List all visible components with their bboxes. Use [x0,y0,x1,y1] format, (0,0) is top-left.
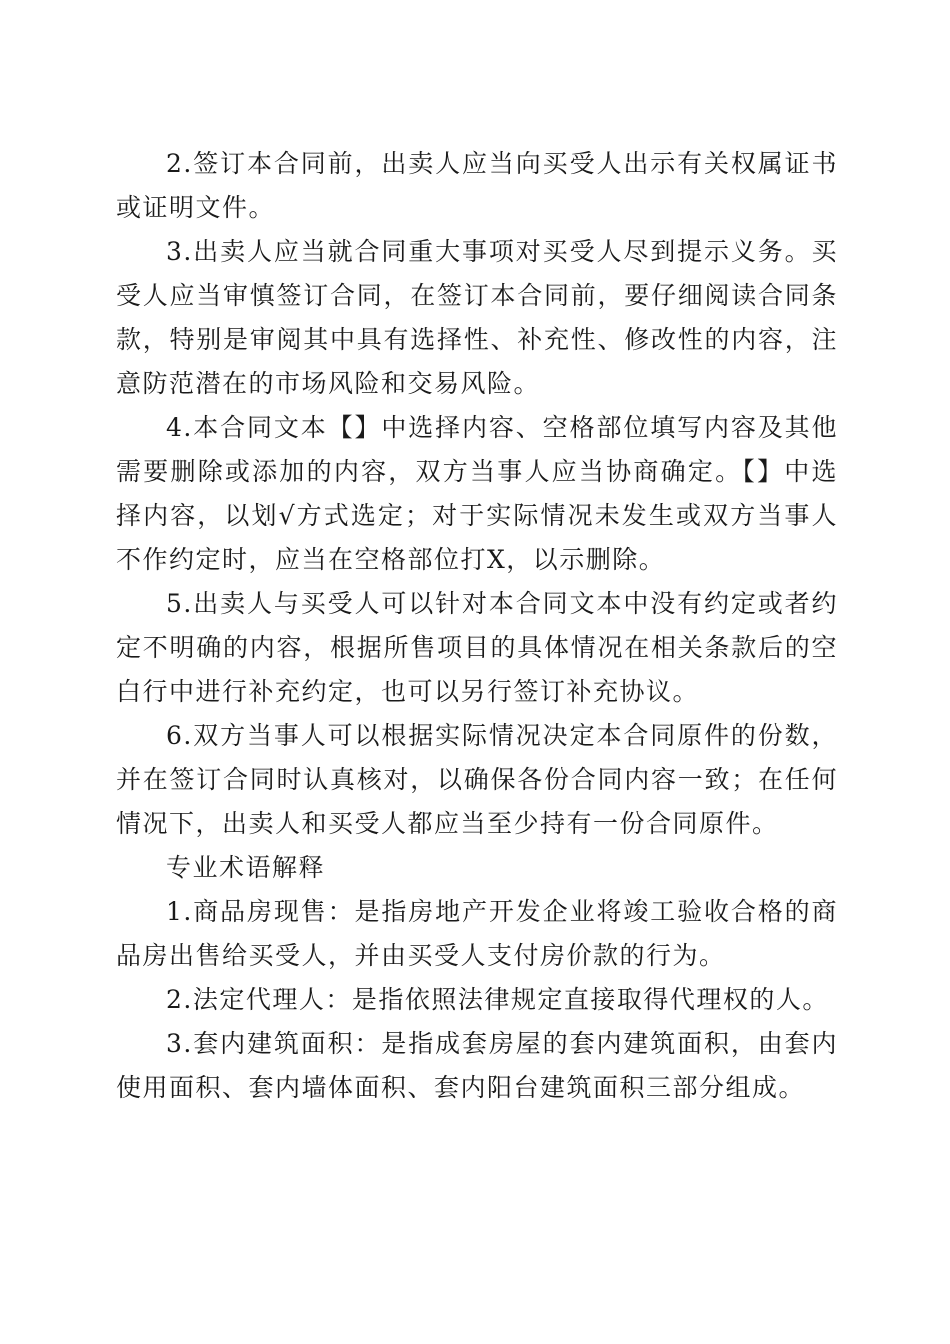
terms-heading: 专业术语解释 [166,853,326,882]
paragraph-item-3: 3.出卖人应当就合同重大事项对买受人尽到提示义务。买受人应当审慎签订合同，在签订本合同前，要仔细阅读合同条款，特别是审阅其中具有选择性、补充性、修改性的内容，注意防范潜在的市场风险和交易风险。 [116,237,838,398]
paragraph-item-6: 6.双方当事人可以根据实际情况决定本合同原件的份数，并在签订合同时认真核对，以确保各份合同内容一致；在任何情况下，出卖人和买受人都应当至少持有一份合同原件。 [116,721,838,838]
paragraph-item-2: 2.签订本合同前，出卖人应当向买受人出示有关权属证书或证明文件。 [116,149,838,222]
term-definition-1: 1.商品房现售：是指房地产开发企业将竣工验收合格的商品房出售给买受人，并由买受人支付房价款的行为。 [116,897,838,970]
term-definition-2: 2.法定代理人：是指依照法律规定直接取得代理权的人。 [166,985,829,1014]
paragraph-item-4: 4.本合同文本【】中选择内容、空格部位填写内容及其他需要删除或添加的内容，双方当事人应当协商确定。【】中选择内容，以划√方式选定；对于实际情况未发生或双方当事人不作约定时，应当在空格部位打X，以示删除。 [116,413,838,574]
paragraph-item-5: 5.出卖人与买受人可以针对本合同文本中没有约定或者约定不明确的内容，根据所售项目的具体情况在相关条款后的空白行中进行补充约定，也可以另行签订补充协议。 [116,589,838,706]
term-definition-3: 3.套内建筑面积：是指成套房屋的套内建筑面积，由套内使用面积、套内墙体面积、套内阳台建筑面积三部分组成。 [116,1029,838,1102]
document-page [116,142,838,1110]
